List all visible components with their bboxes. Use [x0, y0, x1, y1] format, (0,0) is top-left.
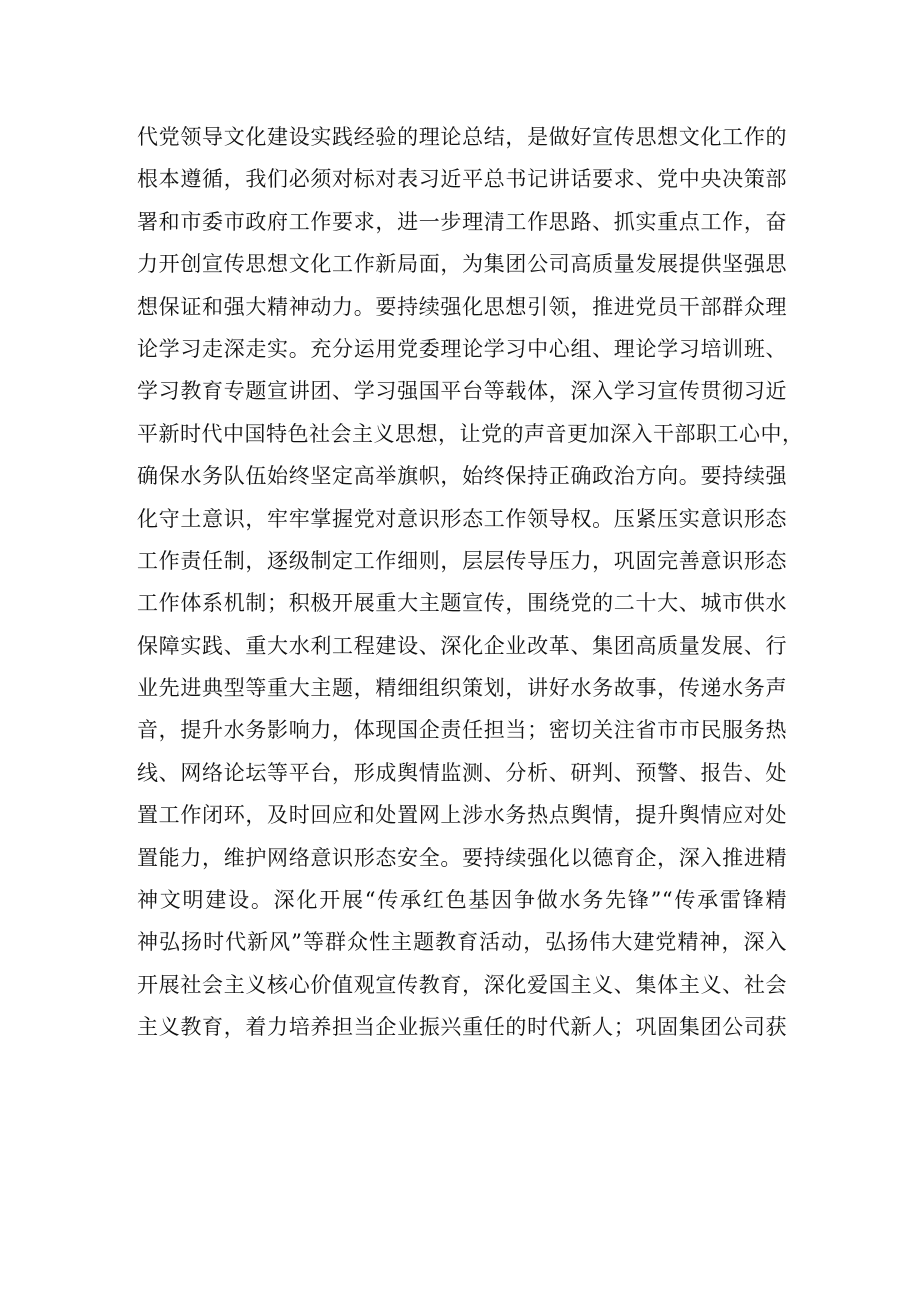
text-line: 学习教育专题宣讲团、学习强国平台等载体，深入学习宣传贯彻习近 [137, 379, 787, 404]
body-text [137, 116, 804, 1049]
text-line: 开展社会主义核心价值观宣传教育，深化爱国主义、集体主义、社会 [137, 972, 787, 997]
text-line: 保障实践、重大水利工程建设、深化企业改革、集团高质量发展、行 [137, 633, 787, 658]
text-line: 线、网络论坛等平台，形成舆情监测、分析、研判、预警、报告、处 [137, 760, 787, 785]
text-line: 工作责任制，逐级制定工作细则，层层传导压力，巩固完善意识形态 [137, 548, 787, 573]
text-line: 置工作闭环，及时回应和处置网上涉水务热点舆情，提升舆情应对处 [137, 803, 787, 828]
text-line: 神弘扬时代新风”等群众性主题教育活动，弘扬伟大建党精神，深入 [137, 930, 787, 955]
text-line: 主义教育，着力培养担当企业振兴重任的时代新人；巩固集团公司获 [137, 1015, 787, 1040]
text-line: 力开创宣传思想文化工作新局面，为集团公司高质量发展提供坚强思 [137, 252, 787, 277]
text-line: 化守土意识，牢牢掌握党对意识形态工作领导权。压紧压实意识形态 [137, 506, 787, 531]
text-line: 代党领导文化建设实践经验的理论总结，是做好宣传思想文化工作的 [137, 125, 787, 149]
text-line: 署和市委市政府工作要求，进一步理清工作思路、抓实重点工作，奋 [137, 209, 787, 234]
text-line: 工作体系机制；积极开展重大主题宣传，围绕党的二十大、城市供水 [137, 591, 787, 616]
text-line: 确保水务队伍始终坚定高举旗帜，始终保持正确政治方向。要持续强 [137, 464, 787, 489]
text-line: 神文明建设。深化开展“传承红色基因争做水务先锋”“传承雷锋精 [137, 888, 787, 913]
text-line: 置能力，维护网络意识形态安全。要持续强化以德育企，深入推进精 [137, 845, 787, 870]
text-line: 音，提升水务影响力，体现国企责任担当；密切关注省市市民服务热 [137, 718, 787, 743]
text-line: 平新时代中国特色社会主义思想，让党的声音更加深入干部职工心中， [137, 421, 804, 446]
text-line: 想保证和强大精神动力。要持续强化思想引领，推进党员干部群众理 [137, 294, 787, 319]
text-line: 业先进典型等重大主题，精细组织策划，讲好水务故事，传递水务声 [137, 676, 787, 701]
text-line: 论学习走深走实。充分运用党委理论学习中心组、理论学习培训班、 [137, 336, 787, 361]
text-line: 根本遵循，我们必须对标对表习近平总书记讲话要求、党中央决策部 [137, 167, 787, 192]
